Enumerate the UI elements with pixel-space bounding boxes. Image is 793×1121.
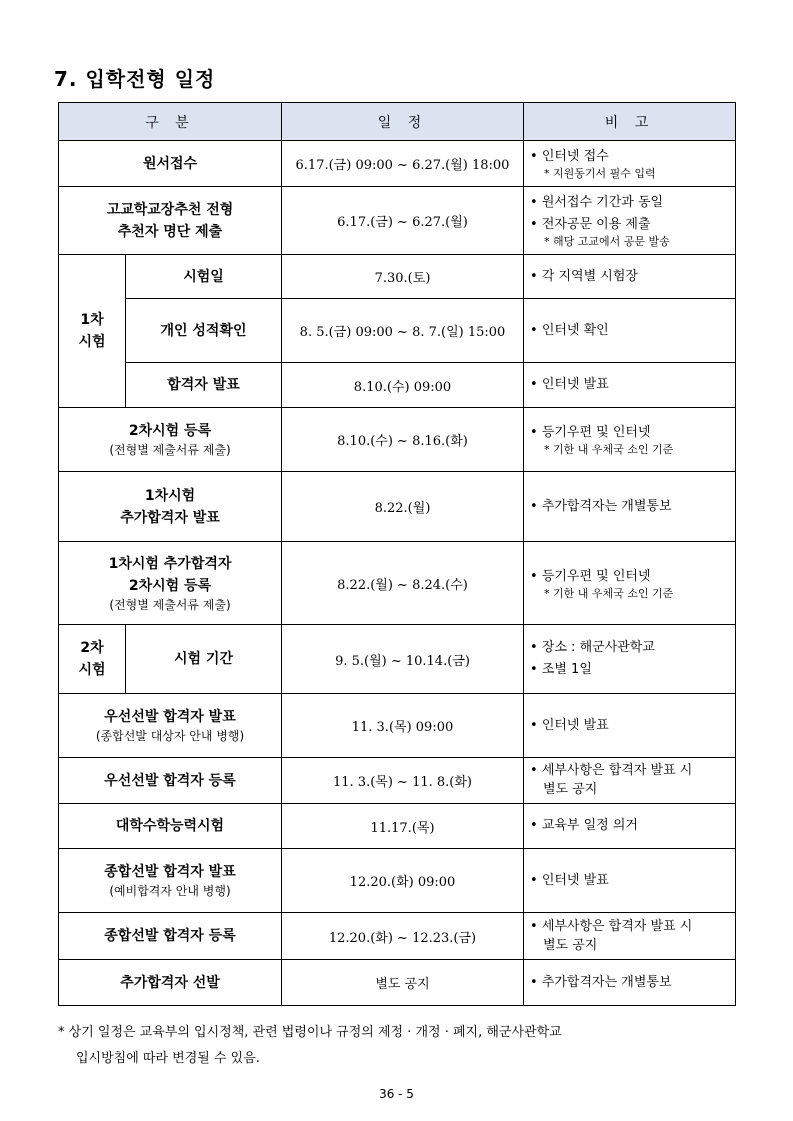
row-note: • 추가합격자는 개별통보 bbox=[524, 960, 736, 1006]
header-note: 비 고 bbox=[524, 103, 736, 141]
table-row bbox=[59, 804, 736, 849]
row-date: 6.17.(금) 09:00 ~ 6.27.(월) 18:00 bbox=[282, 141, 524, 187]
row-note: • 각 지역별 시험장 bbox=[524, 255, 736, 299]
row-category: 원서접수 bbox=[59, 141, 282, 187]
row-category: 개인 성적확인 bbox=[126, 299, 282, 363]
row-category: 1차시험 추가합격자 발표 bbox=[59, 472, 282, 542]
page-number: 36 - 5 bbox=[379, 1087, 414, 1101]
table-row bbox=[59, 849, 736, 913]
row-date: 11. 3.(목) 09:00 bbox=[282, 694, 524, 758]
table-row bbox=[59, 913, 736, 960]
group-label-first-exam: 1차 시험 bbox=[59, 255, 126, 408]
row-category: 추가합격자 선발 bbox=[59, 960, 282, 1006]
table-row bbox=[59, 141, 736, 187]
row-note: • 등기우편 및 인터넷 * 기한 내 우체국 소인 기준 bbox=[524, 408, 736, 472]
footnote: * 상기 일정은 교육부의 입시정책, 관련 법령이나 규정의 제정 · 개정 · 폐지, 해군사관학교 입시방침에 따라 변경될 수 있음. bbox=[58, 1025, 562, 1066]
row-note: • 추가합격자는 개별통보 bbox=[524, 472, 736, 542]
table-row bbox=[59, 187, 736, 255]
table-row bbox=[59, 472, 736, 542]
table-header-row bbox=[59, 103, 736, 141]
page-title: 7. 입학전형 일정 bbox=[54, 67, 216, 91]
row-note: • 장소 : 해군사관학교 • 조별 1일 bbox=[524, 625, 736, 694]
table-row bbox=[59, 255, 736, 299]
header-schedule: 일 정 bbox=[282, 103, 524, 141]
row-category: 대학수학능력시험 bbox=[59, 804, 282, 849]
row-note: • 세부사항은 합격자 발표 시 별도 공지 bbox=[524, 913, 736, 960]
table-row bbox=[59, 363, 736, 408]
row-note: • 인터넷 확인 bbox=[524, 299, 736, 363]
row-note: • 등기우편 및 인터넷 * 기한 내 우체국 소인 기준 bbox=[524, 542, 736, 625]
row-category: 1차시험 추가합격자 2차시험 등록 (전형별 제출서류 제출) bbox=[59, 542, 282, 625]
admission-schedule-table bbox=[58, 102, 736, 1006]
header-category: 구 분 bbox=[59, 103, 282, 141]
row-category: 고교학교장추천 전형 추천자 명단 제출 bbox=[59, 187, 282, 255]
row-date: 6.17.(금) ~ 6.27.(월) bbox=[282, 187, 524, 255]
row-date: 별도 공지 bbox=[282, 960, 524, 1006]
table-row bbox=[59, 625, 736, 694]
row-note: • 인터넷 발표 bbox=[524, 363, 736, 408]
row-note: • 인터넷 발표 bbox=[524, 849, 736, 913]
row-date: 8. 5.(금) 09:00 ~ 8. 7.(일) 15:00 bbox=[282, 299, 524, 363]
row-category: 우선선발 합격자 등록 bbox=[59, 758, 282, 804]
table-row bbox=[59, 542, 736, 625]
row-date: 8.22.(월) ~ 8.24.(수) bbox=[282, 542, 524, 625]
row-note: • 인터넷 접수 * 지원동기서 필수 입력 bbox=[524, 141, 736, 187]
group-label-second-exam: 2차 시험 bbox=[59, 625, 126, 694]
row-date: 9. 5.(월) ~ 10.14.(금) bbox=[282, 625, 524, 694]
table-row bbox=[59, 299, 736, 363]
row-note: • 교육부 일정 의거 bbox=[524, 804, 736, 849]
row-category: 2차시험 등록 (전형별 제출서류 제출) bbox=[59, 408, 282, 472]
row-date: 8.10.(수) ~ 8.16.(화) bbox=[282, 408, 524, 472]
row-note: • 세부사항은 합격자 발표 시 별도 공지 bbox=[524, 758, 736, 804]
row-category: 시험 기간 bbox=[126, 625, 282, 694]
table-row bbox=[59, 694, 736, 758]
row-category: 우선선발 합격자 발표 (종합선발 대상자 안내 병행) bbox=[59, 694, 282, 758]
row-date: 8.22.(월) bbox=[282, 472, 524, 542]
row-date: 8.10.(수) 09:00 bbox=[282, 363, 524, 408]
row-category: 종합선발 합격자 등록 bbox=[59, 913, 282, 960]
row-category: 시험일 bbox=[126, 255, 282, 299]
row-date: 7.30.(토) bbox=[282, 255, 524, 299]
table-row bbox=[59, 758, 736, 804]
row-category: 종합선발 합격자 발표 (예비합격자 안내 병행) bbox=[59, 849, 282, 913]
row-note: • 원서접수 기간과 동일 • 전자공문 이용 제출 * 해당 고교에서 공문 발송 bbox=[524, 187, 736, 255]
row-date: 12.20.(화) ~ 12.23.(금) bbox=[282, 913, 524, 960]
row-date: 11.17.(목) bbox=[282, 804, 524, 849]
row-date: 11. 3.(목) ~ 11. 8.(화) bbox=[282, 758, 524, 804]
row-date: 12.20.(화) 09:00 bbox=[282, 849, 524, 913]
table-row bbox=[59, 408, 736, 472]
table-row bbox=[59, 960, 736, 1006]
row-category: 합격자 발표 bbox=[126, 363, 282, 408]
row-note: • 인터넷 발표 bbox=[524, 694, 736, 758]
